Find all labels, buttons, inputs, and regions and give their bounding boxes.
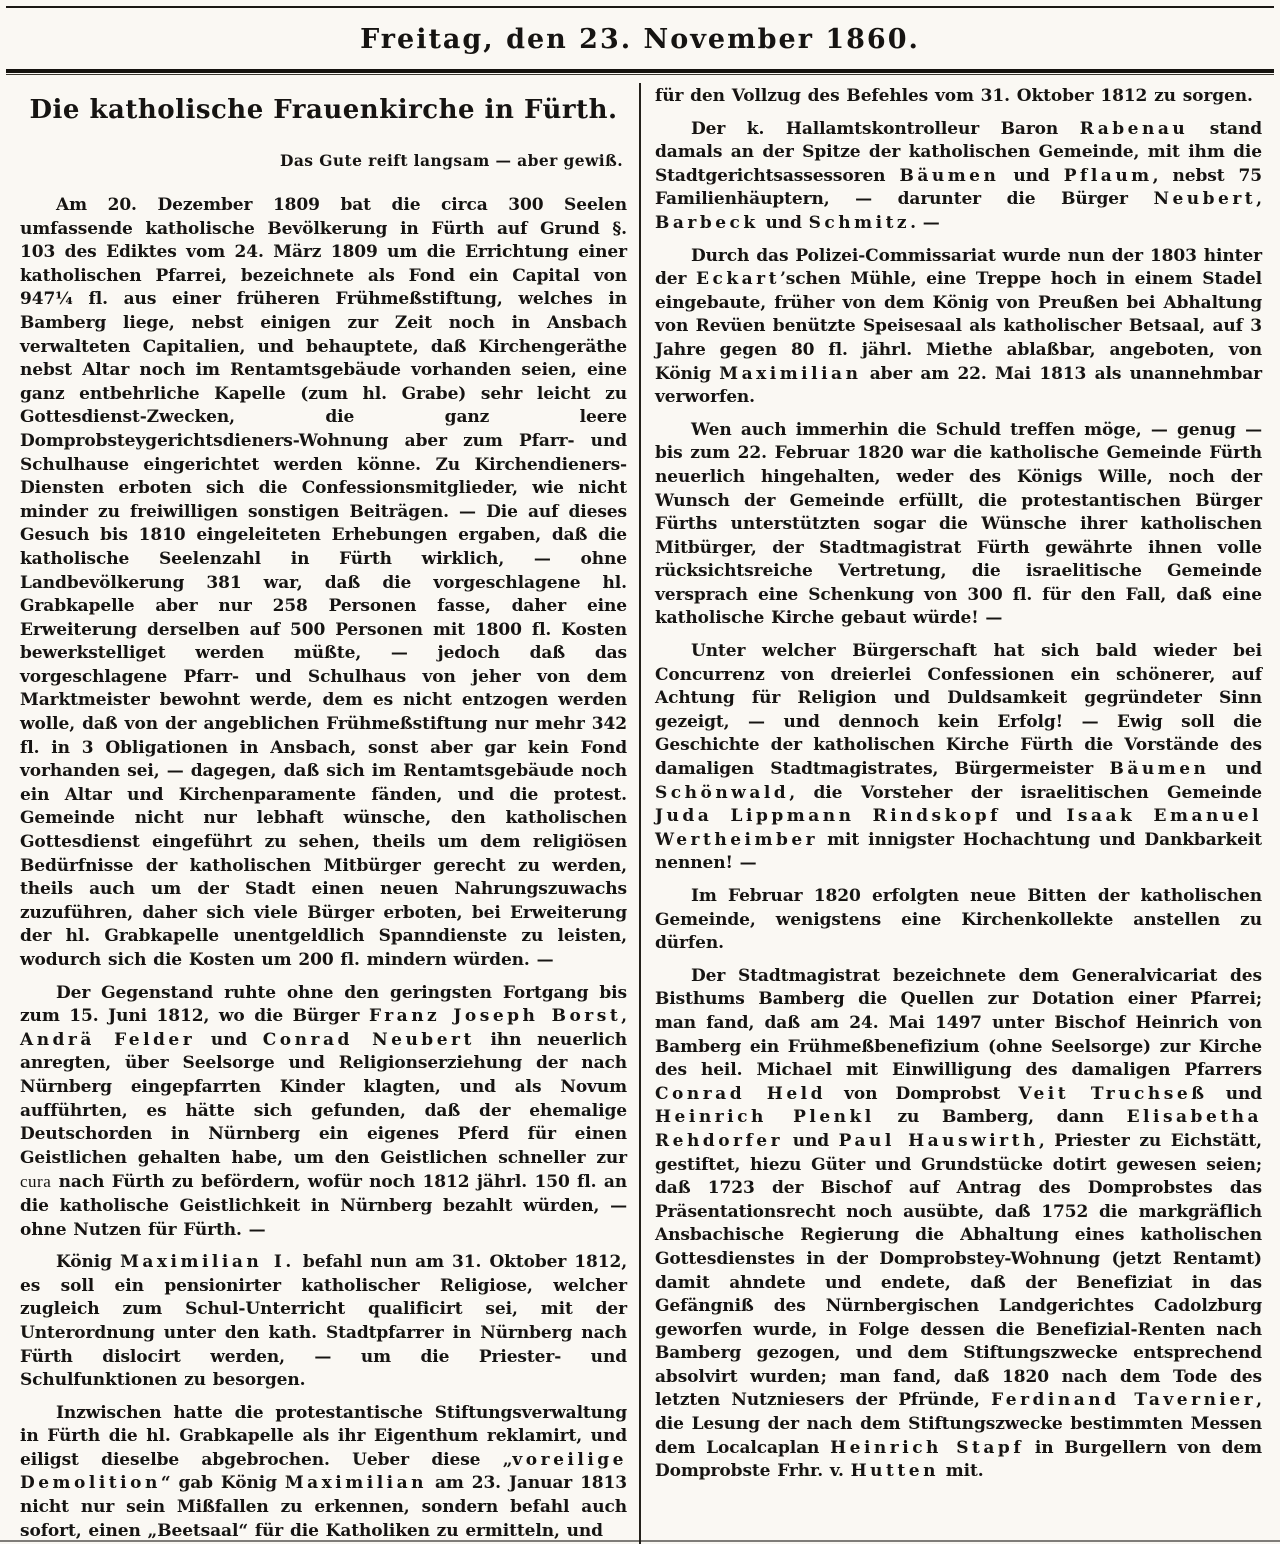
emphasized-name: Conrad Neubert: [262, 1029, 475, 1050]
emphasized-name: voreilige Demolition: [20, 1449, 627, 1494]
right-paragraphs: [655, 85, 1262, 1484]
text-run: am 23. Januar 1813 nicht nur sein Mißfallen zu erkennen, sondern befahl auch sofort, einen „Beetsaal“ für die Katholiken zu ermitteln, und: [20, 1473, 627, 1541]
left-paragraphs: [20, 194, 627, 1543]
date-line: Freitag, den 23. November 1860.: [360, 24, 920, 55]
text-run: , nebst 75 Familienhäuptern, — darunter die Bürger: [655, 165, 1262, 210]
text-run: ’schen Mühle, eine Treppe hoch in einem Stadel eingebaute, früher von dem König von Preußen bei Abhaltung von Revüen benützte Speisesaal als katholischer Betsaal, auf 3 Jahre gegen 80 fl. jährl. Miethe ablaßbar, angeboten, von König: [655, 269, 1262, 384]
emphasized-name: Veit Truchseß: [1018, 1083, 1208, 1104]
page-bottom-rule: [0, 1540, 1280, 1542]
emphasized-name: Elisabetha Rehdorfer: [655, 1107, 1262, 1151]
text-run: von Domprobst: [826, 1083, 1019, 1104]
text-run: nach Fürth zu befördern, wofür noch 1812 jährl. 150 fl. an die katholische Geistlichkeit in Nürnberg bezahlt würden, — ohne Nutzen für Fürth. —: [20, 1172, 627, 1240]
text-run: Inzwischen hatte die protestantische Stiftungsverwaltung in Fürth die hl. Grabkapelle als ihr Eigenthum reklamirt, und eiligst dieselbe abgebrochen. Ueber diese „: [20, 1402, 627, 1470]
text-run: und: [783, 1130, 839, 1151]
text-run: Der Stadtmagistrat bezeichnete dem Generalvicariat des Bisthums Bamberg die Quellen zur Dotation einer Pfarrei; man fand, daß am 24. Mai 1497 unter Bischof Heinrich von Bamberg ein Frühmeßbenefizium (ohne Seelsorge) zur Kirche des heil. Michael mit Einwilligung des damaligen Pfarrers: [655, 965, 1262, 1081]
article-title: Die katholische Frauenkirche in Fürth.: [29, 95, 618, 125]
text-run: . —: [910, 212, 940, 233]
emphasized-name: Maximilian: [719, 363, 862, 384]
text-run: Der Gegenstand ruhte ohne den geringsten Fortgang bis zum 15. Juni 1812, wo die Bürger: [20, 982, 627, 1027]
emphasized-name: Schmitz: [808, 212, 911, 233]
text-run: ,: [1256, 189, 1262, 210]
paragraph: [655, 640, 1262, 876]
emphasized-name: Barbeck: [655, 212, 759, 233]
emphasized-name: Rabenau: [1079, 118, 1189, 139]
emphasized-name: Hutten: [850, 1461, 939, 1482]
paragraph: [655, 245, 1262, 410]
text-run: für den Vollzug des Befehles vom 31. Oktober 1812 zu sorgen.: [655, 86, 1253, 106]
text-run: , Priester zu Eichstätt, gestiftet, hiezu Güter und Grundstücke dotirt gewesen seien; daß 1723 der Bischof auf Antrag des Domprobstes das Präsentationsrecht noch ausübte, daß 1752 die markgräflich Ansbachische Regierung die Abhaltung eines katholischen Gottesdienstes in der Domprobstey-Wohnung (jetzt Rentamt) damit ahndete und endete, daß der Benefiziat in das Gefängniß des Nürnbergischen Landgerichtes Cadolzburg geworfen wurde, in Folge dessen die Benefizial-Renten nach Bamberg gezogen, und dem Stiftungszwecke entsprechend absolvirt wurden; man fand, daß 1820 nach dem Tode des letzten Nutzniesers der Pfründe,: [655, 1130, 1262, 1411]
emphasized-name: Heinrich Plenkl: [655, 1107, 875, 1128]
text-run: , die Lesung der nach dem Stiftungszwecke bestimmten Messen dem Localcaplan: [655, 1390, 1262, 1458]
emphasized-name: Bäumen: [899, 165, 1000, 186]
text-run: stand damals an der Spitze der katholischen Gemeinde, mit ihm die Stadtgerichtsassessoren: [655, 118, 1262, 186]
emphasized-name: Juda Lippmann Rindskopf: [655, 806, 1001, 827]
text-run: ihn neuerlich anregten, über Seelsorge und Religionserziehung der nach Nürnberg eingepfarrten Kinder klagten, und als Novum aufführten, es hätte sich gefunden, daß der ehemalige Deutschorden in Nürnberg ein eigenes Pferd für einen Geistlichen gehalten habe, um den Geistlichen schneller zur: [20, 1029, 627, 1168]
text-run: in Burgellern von dem Domprobste Frhr. v.: [655, 1437, 1263, 1482]
text-run: aber am 22. Mai 1813 als unannehmbar verworfen.: [655, 363, 1263, 408]
paragraph: [655, 118, 1262, 236]
text-run: Unter welcher Bürgerschaft hat sich bald wieder bei Concurrenz von dreierlei Confessionen ein schönerer, auf Achtung für Religion und Duldsamkeit gegründeter Sinn gezeigt, — und dennoch kein Erfolg! — Ewig soll die Geschichte der katholischen Kirche Fürth die Vorstände des damaligen Stadtmagistrates, Bürgermeister: [655, 641, 1262, 780]
text-run: cura: [20, 1172, 52, 1192]
emphasized-name: Maximilian I.: [120, 1252, 295, 1273]
text-run: und: [1209, 759, 1262, 780]
paragraph: [20, 194, 627, 973]
text-run: Der k. Hallamtskontrolleur Baron: [691, 118, 1080, 139]
text-run: und: [1000, 806, 1067, 827]
text-run: , die Vorsteher der israelitischen Gemeinde: [789, 782, 1262, 803]
emphasized-name: Ferdinand Tavernier: [991, 1390, 1257, 1411]
text-run: befahl nun am 31. Oktober 1812, es soll ein pensionirter katholischer Religiose, welcher zugleich zum Schul-Unterricht qualificirt sei, mit der Unterordnung unter den kath. Stadtpfarrer in Nürnberg nach Fürth dislocirt werden, — um die Priester- und Schulfunktionen zu besorgen.: [20, 1252, 628, 1391]
text-run: Im Februar 1820 erfolgten neue Bitten der katholischen Gemeinde, wenigstens eine Kirchenkollekte anstellen zu dürfen.: [655, 886, 1262, 954]
text-run: Durch das Polizei-Commissariat wurde nun der 1803 hinter der: [655, 245, 1262, 290]
text-run: und: [999, 165, 1064, 186]
paragraph: [655, 965, 1262, 1484]
emphasized-name: Andrä Felder: [20, 1029, 196, 1050]
emphasized-name: Pflaum: [1063, 165, 1153, 186]
text-run: mit.: [938, 1461, 984, 1482]
text-run: “ gab König: [160, 1473, 285, 1494]
text-run: und: [195, 1029, 263, 1050]
text-run: und: [1207, 1083, 1263, 1104]
text-run: mit innigster Hochachtung und Dankbarkeit nennen! —: [655, 829, 1262, 874]
text-run: Am 20. Dezember 1809 bat die circa 300 Seelen umfassende katholische Bevölkerung in Fürth auf Grund §. 103 des Ediktes vom 24. März 1809 um die Errichtung einer katholischen Pfarrei, bezeichnete als Fond ein Capital von 947¼ fl. aus einer früheren Frühmeßstiftung, welches in Bamberg liege, nebst einigen zur Zeit noch in Ansbach verwalteten Capitalien, und behauptete, daß Kirchengeräthe nebst Altar noch im Rentamtsgebäude vorhanden seien, eine ganz entbehrliche Kapelle (zum hl. Grabe) sehr leicht zu Gottesdienst-Zwecken, die ganz leere Domprobsteygerichtsdieners-Wohnung aber zum Pfarr- und Schulhause eingerichtet werden könne. Zu Kirchendieners-Diensten erboten sich die Confessionsmitglieder, wie nicht minder zu freiwilligen sonstigen Beiträgen. — Die auf dieses Gesuch bis 1810 eingeleiteten Erhebungen ergaben, daß die katholische Seelenzahl in Fürth wirklich, — ohne Landbevölkerung 381 war, daß die vorgeschlagene hl. Grabkapelle aber nur 258 Personen fasse, daher eine Erweiterung derselben auf 500 Personen mit 1800 fl. Kosten bewerkstelliget werden müßte, — jedoch daß das vorgeschlagene Pfarr- und Schulhaus von jeher von dem Marktmeister bewohnt werde, dem es nicht entzogen werden wolle, daß von der angeblichen Frühmeßstiftung nur mehr 342 fl. in 3 Obligationen in Ansbach, sonst aber gar kein Fond vorhanden sei, — dagegen, daß sich im Rentamtsgebäude noch ein Altar und Kirchenparamente fänden, und die protest. Gemeinde nicht nur lebhaft wünsche, den katholischen Gottesdienst eingeführt zu sehen, theils um dem religiösen Bedürfnisse der katholischen Mitbürger gerecht zu werden, theils auch um der Stadt einen neuen Nahrungszuwachs zuzuführen, daher sich viele Bürger erboten, bei Erweiterung der hl. Grabkapelle unentgeldlich Spanndienste zu leisten, wodurch sich die Kosten um 200 fl. mindern würden. —: [20, 195, 627, 970]
article-columns: [0, 75, 1280, 1544]
emphasized-name: Franz Joseph Borst: [368, 1006, 622, 1027]
paragraph: [655, 85, 1262, 109]
emphasized-name: Isaak Emanuel Wertheimber: [655, 806, 1262, 850]
emphasized-name: Neubert: [1153, 189, 1257, 210]
paragraph: [20, 1251, 627, 1393]
emphasized-name: Eckart: [696, 269, 780, 290]
left-column: [18, 83, 639, 1544]
emphasized-name: Conrad Held: [655, 1083, 827, 1104]
right-column: [641, 83, 1264, 1544]
text-run: Wen auch immerhin die Schuld treffen möge, — genug — bis zum 22. Februar 1820 war die katholische Gemeinde Fürth neuerlich hingehalten, weder des Königs Wille, noch der Wunsch der Gemeinde erfüllt, die protestantischen Bürger Fürths unterstützten sogar die Wünsche ihrer katholischen Mitbürger, der Stadtmagistrat Fürth gewährte ihnen volle rücksichtsreiche Vertretung, die israelitische Gemeinde versprach eine Schenkung von 300 fl. für den Fall, daß eine katholische Kirche gebaut würde! —: [655, 419, 1262, 629]
paragraph: [20, 982, 627, 1243]
emphasized-name: Paul Hauswirth: [838, 1130, 1039, 1151]
article-motto: Das Gute reift langsam — aber gewiß.: [280, 151, 623, 170]
text-run: ,: [621, 1006, 627, 1027]
emphasized-name: Schönwald: [655, 782, 790, 803]
paragraph: [655, 885, 1262, 956]
emphasized-name: Maximilian: [284, 1473, 427, 1494]
text-run: zu Bamberg, dann: [874, 1107, 1127, 1128]
text-run: und: [758, 212, 809, 233]
paragraph: [655, 419, 1262, 631]
emphasized-name: Bäumen: [1109, 759, 1210, 780]
emphasized-name: Heinrich Stapf: [830, 1437, 1025, 1458]
page-header: [0, 0, 1280, 75]
text-run: König: [56, 1252, 121, 1273]
paragraph: [20, 1402, 627, 1544]
